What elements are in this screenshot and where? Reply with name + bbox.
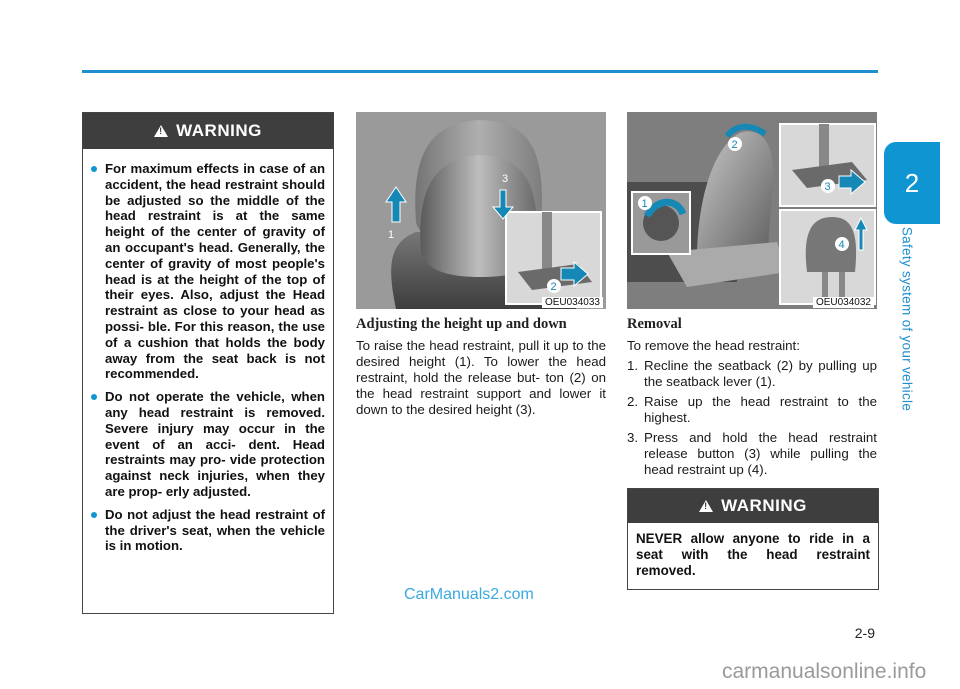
callout-2: 2 bbox=[550, 281, 557, 293]
figure-code: OEU034033 bbox=[542, 297, 603, 308]
warning-text: NEVER allow anyone to ride in a seat with the head restraint removed. bbox=[636, 531, 870, 578]
step-number: 3. bbox=[627, 430, 639, 445]
warning-item bbox=[91, 507, 325, 554]
step-number: 2. bbox=[627, 394, 639, 409]
callout-3: 3 bbox=[502, 173, 509, 185]
watermark-carmanuals2[interactable]: CarManuals2.com bbox=[404, 586, 534, 603]
warning-box-right bbox=[627, 488, 879, 590]
bullet-icon bbox=[91, 166, 97, 172]
warning-list bbox=[83, 149, 333, 554]
head-restraint-illustration bbox=[356, 112, 606, 309]
warning-item bbox=[91, 161, 325, 382]
warning-triangle-icon bbox=[154, 125, 168, 137]
step-text: Press and hold the head restraint release button (3) while pulling the head restraint up (4). bbox=[644, 430, 877, 477]
callout-3: 3 bbox=[824, 181, 831, 193]
page-number: 2-9 bbox=[854, 625, 875, 641]
callout-1: 1 bbox=[388, 229, 395, 241]
warning-triangle-icon bbox=[699, 500, 713, 512]
bullet-icon bbox=[91, 394, 97, 400]
callout-1: 1 bbox=[641, 198, 648, 210]
warning-item bbox=[91, 389, 325, 500]
chapter-tab bbox=[884, 142, 940, 224]
watermark-carmanualsonline[interactable]: carmanualsonline.info bbox=[722, 660, 927, 683]
warning-header bbox=[83, 113, 333, 149]
warning-item-text: For maximum effects in case of an accident, the head restraint should be adjusted so the middle of the head restraint is at the same height of the center of gravity of an occupant's head. Generally, the center of gravity of most people's head is at the height of the top of their eyes. Also, adjust the Head restraint as close to your head as possi- ble. For this reason, the use of a cushion that holds the body away from the seat back is not recommended. bbox=[105, 161, 325, 382]
section-title-adjusting: Adjusting the height up and down bbox=[356, 316, 567, 332]
warning-box-left bbox=[82, 112, 334, 614]
chapter-title: Safety system of your vehicle bbox=[899, 226, 915, 412]
step-item bbox=[627, 394, 877, 426]
removal-intro: To remove the head restraint: bbox=[627, 338, 800, 353]
step-number: 1. bbox=[627, 358, 639, 373]
figure-head-restraint-removal bbox=[627, 112, 877, 309]
chapter-number: 2 bbox=[904, 167, 920, 198]
chapter-title-vertical bbox=[884, 224, 930, 414]
step-text: Raise up the head restraint to the highest. bbox=[644, 394, 877, 425]
step-text: Recline the seatback (2) by pulling up the seatback lever (1). bbox=[644, 358, 877, 389]
figure-head-restraint-adjust bbox=[356, 112, 606, 309]
section-title-removal: Removal bbox=[627, 316, 682, 332]
seat-removal-illustration bbox=[627, 112, 877, 309]
removal-steps bbox=[627, 338, 877, 478]
adjusting-text: To raise the head restraint, pull it up to the desired height (1). To lower the head restraint, hold the release but- ton (2) on the head restraint support and lower it down to the desired height (3). bbox=[356, 338, 606, 417]
warning-item-text: Do not operate the vehicle, when any head restraint is removed. Severe injury may occur in the event of an acci- dent. Head restraints may pro- vide protection against neck injuries, when they are prop- erly adjusted. bbox=[105, 389, 325, 499]
step-item bbox=[627, 358, 877, 390]
callout-4: 4 bbox=[838, 239, 845, 251]
warning-header bbox=[628, 489, 878, 523]
step-item bbox=[627, 430, 877, 478]
warning-item-text: Do not adjust the head restraint of the driver's seat, when the vehicle is in motion. bbox=[105, 506, 325, 554]
warning-title: WARNING bbox=[176, 121, 262, 140]
bullet-icon bbox=[91, 512, 97, 518]
figure-code: OEU034032 bbox=[813, 297, 874, 308]
top-rule bbox=[82, 70, 878, 73]
warning-title: WARNING bbox=[721, 496, 807, 515]
callout-2: 2 bbox=[731, 139, 738, 151]
